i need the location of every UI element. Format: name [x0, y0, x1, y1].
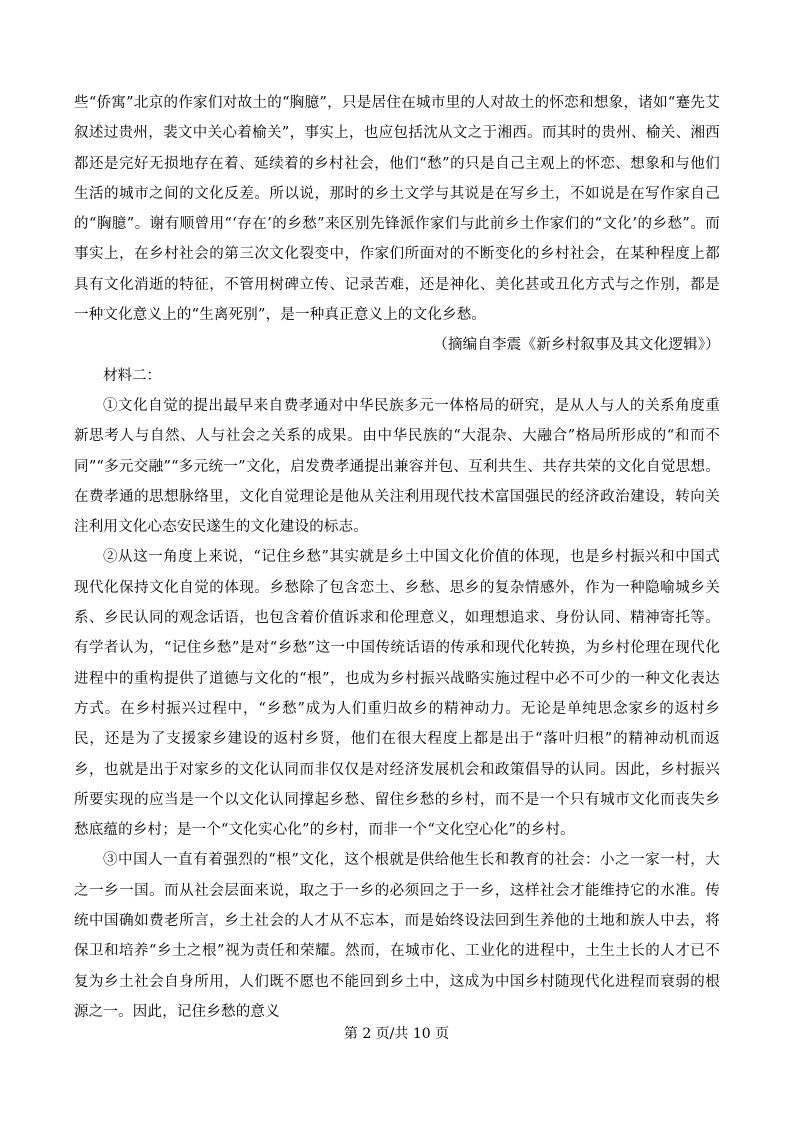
- paragraph-3: ③中国人一直有着强烈的“根”文化，这个根就是供给他生长和教育的社会：小之一家一村，大之一乡一国。而从社会层面来说，取之于一乡的必须回之于一乡，这样社会才能维持它的水准。传统中国确如费老所言，乡土社会的人才从不忘本，而是始终设法回到生养他的土地和族人中去，将保卫和培养“乡土之根”视为责任和荣耀。然而，在城市化、工业化的进程中，土生土长的人才已不复为乡土社会自身所用，人们既不愿也不能回到乡土中，这成为中国乡村随现代化进程而衰弱的根源之一。因此，记住乡愁的意义: [74, 852, 720, 1020]
- paragraph-2: ②从这一角度上来说，“记住乡愁”其实就是乡土中国文化价值的体现，也是乡村振兴和中国式现代化保持文化自觉的体现。乡愁除了包含恋土、乡愁、思乡的复杂情感外，作为一种隐喻城乡关系、乡民认同的观念话语，也包含着价值诉求和伦理意义，如理想追求、身份认同、精神寄托等。有学者认为，“记住乡愁”是对“乡愁”这一中国传统话语的传承和现代化转换，为乡村伦理在现代化进程中的重构提供了道德与文化的“根”，也成为乡村振兴战略实施过程中必不可少的一种文化表达方式。在乡村振兴过程中，“乡愁”成为人们重归故乡的精神动力。无论是单纯思念家乡的返村乡民，还是为了支援家乡建设的返村乡贤，他们在很大程度上都是出于“落叶归根”的精神动机而返乡，也就是出于对家乡的文化认同而非仅仅是对经济发展机会和政策倡导的认同。因此，乡村振兴所要实现的应当是一个以文化认同撑起乡愁、留住乡愁的乡村，而不是一个只有城市文化而丧失乡愁底蕴的乡村；是一个“文化实心化”的乡村，而非一个“文化空心化”的乡村。: [74, 549, 720, 839]
- page-number-footer: 第 2 页/共 10 页: [343, 1026, 450, 1042]
- document-body: [74, 88, 720, 1027]
- source-citation: （摘编自李震《新乡村叙事及其文化逻辑》）: [433, 337, 720, 354]
- material-two-label: 材料二：: [103, 367, 161, 384]
- paragraph-continuation: 些“侨寓”北京的作家们对故土的“胸臆”，只是居住在城市里的人对故土的怀恋和想象，诸如“蹇先艾叙述过贵州，裴文中关心着榆关”，事实上，也应包括沈从文之于湘西。而其时的贵州、榆关、湘西都还是完好无损地存在着、延续着的乡村社会，他们“愁”的只是自己主观上的怀恋、想象和与他们生活的城市之间的文化反差。所以说，那时的乡土文学与其说是在写乡土，不如说是在写作家自己的“胸臆”。谢有顺曾用“‘存在’的乡愁”来区别先锋派作家们与此前乡土作家们的“文化’的乡愁”。而事实上，在乡村社会的第三次文化裂变中，作家们所面对的不断变化的乡村社会，在某种程度上都具有文化消逝的特征，不管用树碑立传、记录苦难，还是神化、美化甚或丑化方式与之作别，都是一种文化意义上的“生离死别”，是一种真正意义上的文化乡愁。: [74, 95, 720, 324]
- paragraph-1: ①文化自觉的提出最早来自费孝通对中华民族多元一体格局的研究，是从人与人的关系角度重新思考人与自然、人与社会之关系的成果。由中华民族的“大混杂、大融合”格局所形成的“和而不同”“多元交融”“多元统一”文化，启发费孝通提出兼容并包、互利共生、共存共荣的文化自觉思想。在费孝通的思想脉络里，文化自觉理论是他从关注利用现代技术富国强民的经济政治建设，转向关注利用文化心态安民遂生的文化建设的标志。: [74, 397, 720, 536]
